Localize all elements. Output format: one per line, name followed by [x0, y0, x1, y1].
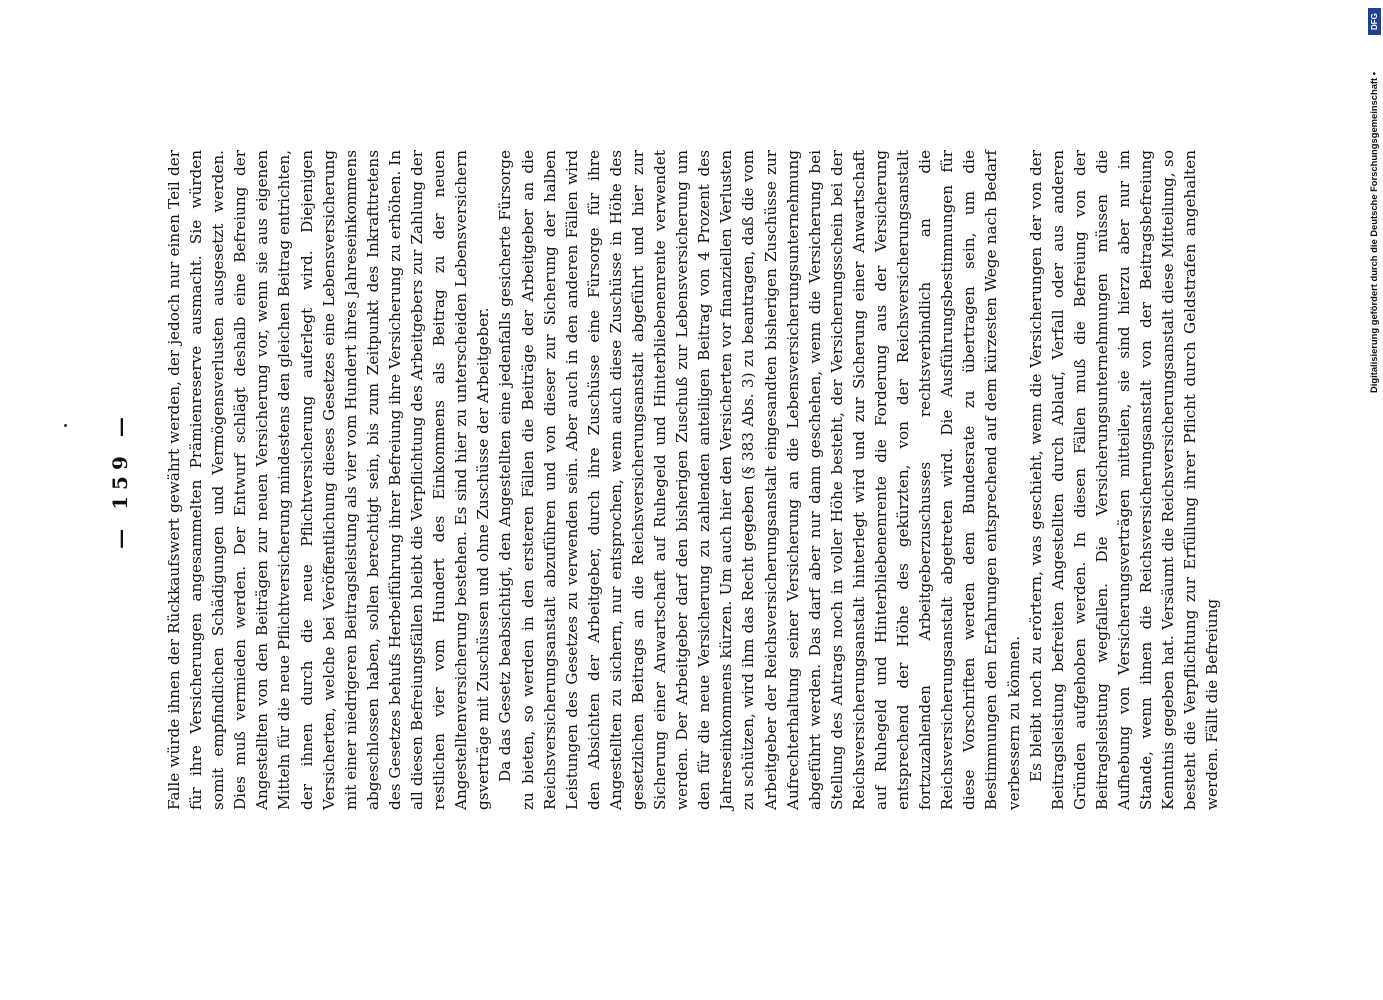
paragraph-1: Falle würde ihnen der Rückkaufswert gewährt werden, der jedoch nur einen Teil der für ihre Versicherungen angesammelten Prämienreserve ausmacht. Sie würden somit empfindlichen Schädigungen und Vermögensverlusten ausgesetzt werden. Dies muß vermieden werden. Der Entwurf schlägt deshalb eine Befreiung der Angestellten von den Beiträgen zur neuen Versicherung vor, wenn sie aus eigenen Mitteln für die neue Pflichtversicherung mindestens den gleichen Beitrag entrichten, der ihnen durch die neue Pflichtversicherung auferlegt wird. Diejenigen Versicherten, welche bei Veröffentlichung dieses Gesetzes eine Lebensversicherung mit einer niedrigeren Beitragsleistung als vier vom Hundert ihres Jahreseinkommens abgeschlossen haben, sollen berechtigt sein, bis zum Zeitpunkt des Inkrafttretens des Gesetzes behufs Herbeiführung ihrer Befreiung ihre Versicherung zu erhöhen. In all diesen Befreiungsfällen bleibt die Verpflichtung des Arbeitgebers zur Zahlung der restlichen vier vom Hundert des Einkommens als Beitrag zu der neuen Angestelltenversicherung bestehen. Es sind hier zu unterscheiden Lebensversichern gsverträge mit Zuschüssen und ohne Zuschüsse der Arbeitgeber.	[165, 150, 493, 810]
paragraph-3: Es bleibt noch zu erörtern, was geschieht, wenn die Versicherungen der von der Beitragsleistung befreiten Angestellten durch Ablauf, Verfall oder aus anderen Gründen aufgehoben werden. In diesen Fällen muß die Befreiung von der Beitragsleistung wegfallen. Die Versicherungsunternehmungen müssen die Aufhebung von Versicherungsverträgen mitteilen, sie sind hierzu aber nur im Stande, wenn ihnen die Reichsversicherungsanstalt von der Beitragsbefreiung Kenntnis gegeben hat. Versäumt die Reichsversicherungsanstalt diese Mitteilung, so besteht die Verpflichtung zur Erfüllung ihrer Pflicht durch Geldstrafen angehalten werden. Fällt die Befreiung	[1026, 150, 1222, 810]
page-number-header: — 159 —	[108, 411, 132, 549]
dfg-logo-badge: DFG	[1368, 8, 1381, 35]
digitization-credit-sidebar	[1366, 8, 1382, 393]
rotated-text-block	[108, 150, 1258, 810]
page-body	[163, 150, 1224, 810]
digitization-credit-text: Digitalisierung gefördert durch die Deutsche Forschungsgemeinschaft •	[1368, 71, 1379, 393]
paragraph-2: Da das Gesetz beabsichtigt, den Angestellten eine jedenfalls gesicherte Fürsorge zu bieten, so werden in den ersteren Fällen die Beiträge der Arbeitgeber an die Reichsversicherungsanstalt abzuführen und von dieser zur Sicherung der halben Leistungen des Gesetzes zu verwenden sein. Aber auch in den anderen Fällen wird den Absichten der Arbeitgeber, durch ihre Zuschüsse eine Fürsorge für ihre Angestellten zu sichern, nur entsprochen, wenn auch diese Zuschüsse in Höhe des gesetzlichen Beitrags an die Reichsversicherungsanstalt abgeführt und hier zur Sicherung einer Anwartschaft auf Ruhegeld und Hinterbliebenenrente verwendet werden. Der Arbeitgeber darf den bisherigen Zuschuß zur Lebensversicherung um den für die neue Versicherung zu zahlenden anteiligen Beitrag von 4 Prozent des Jahreseinkommens kürzen. Um auch hier den Versicherten vor finanziellen Verlusten zu schützen, wird ihm das Recht gegeben (§ 383 Abs. 3) zu beantragen, daß die vom Arbeitgeber der Reichsversicherungsanstalt eingesandten bisherigen Zuschüsse zur Aufrechterhaltung seiner Versicherung an die Lebensversicherungsunternehmung abgeführt werden. Das darf aber nur dann geschehen, wenn die Versicherung bei Stellung des Antrags noch in voller Höhe besteht, der Versicherungsschein bei der Reichsversicherungsanstalt hinterlegt wird und zur Sicherung einer Anwartschaft auf Ruhegeld und Hinterbliebenenrente die Forderung aus der Versicherung entsprechend der Höhe des gekürzten, von der Reichsversicherungsanstalt fortzuzahlenden Arbeitgeberzuschusses rechtsverbindlich an die Reichsversicherungsanstalt abgetreten wird. Die Ausführungsbestimmungen für diese Vorschriften werden dem Bundesrate zu übertragen sein, um die Bestimmungen den Erfahrungen entsprechend auf dem kürzesten Wege nach Bedarf verbessern zu können.	[496, 150, 1023, 810]
scan-speck	[64, 424, 67, 427]
